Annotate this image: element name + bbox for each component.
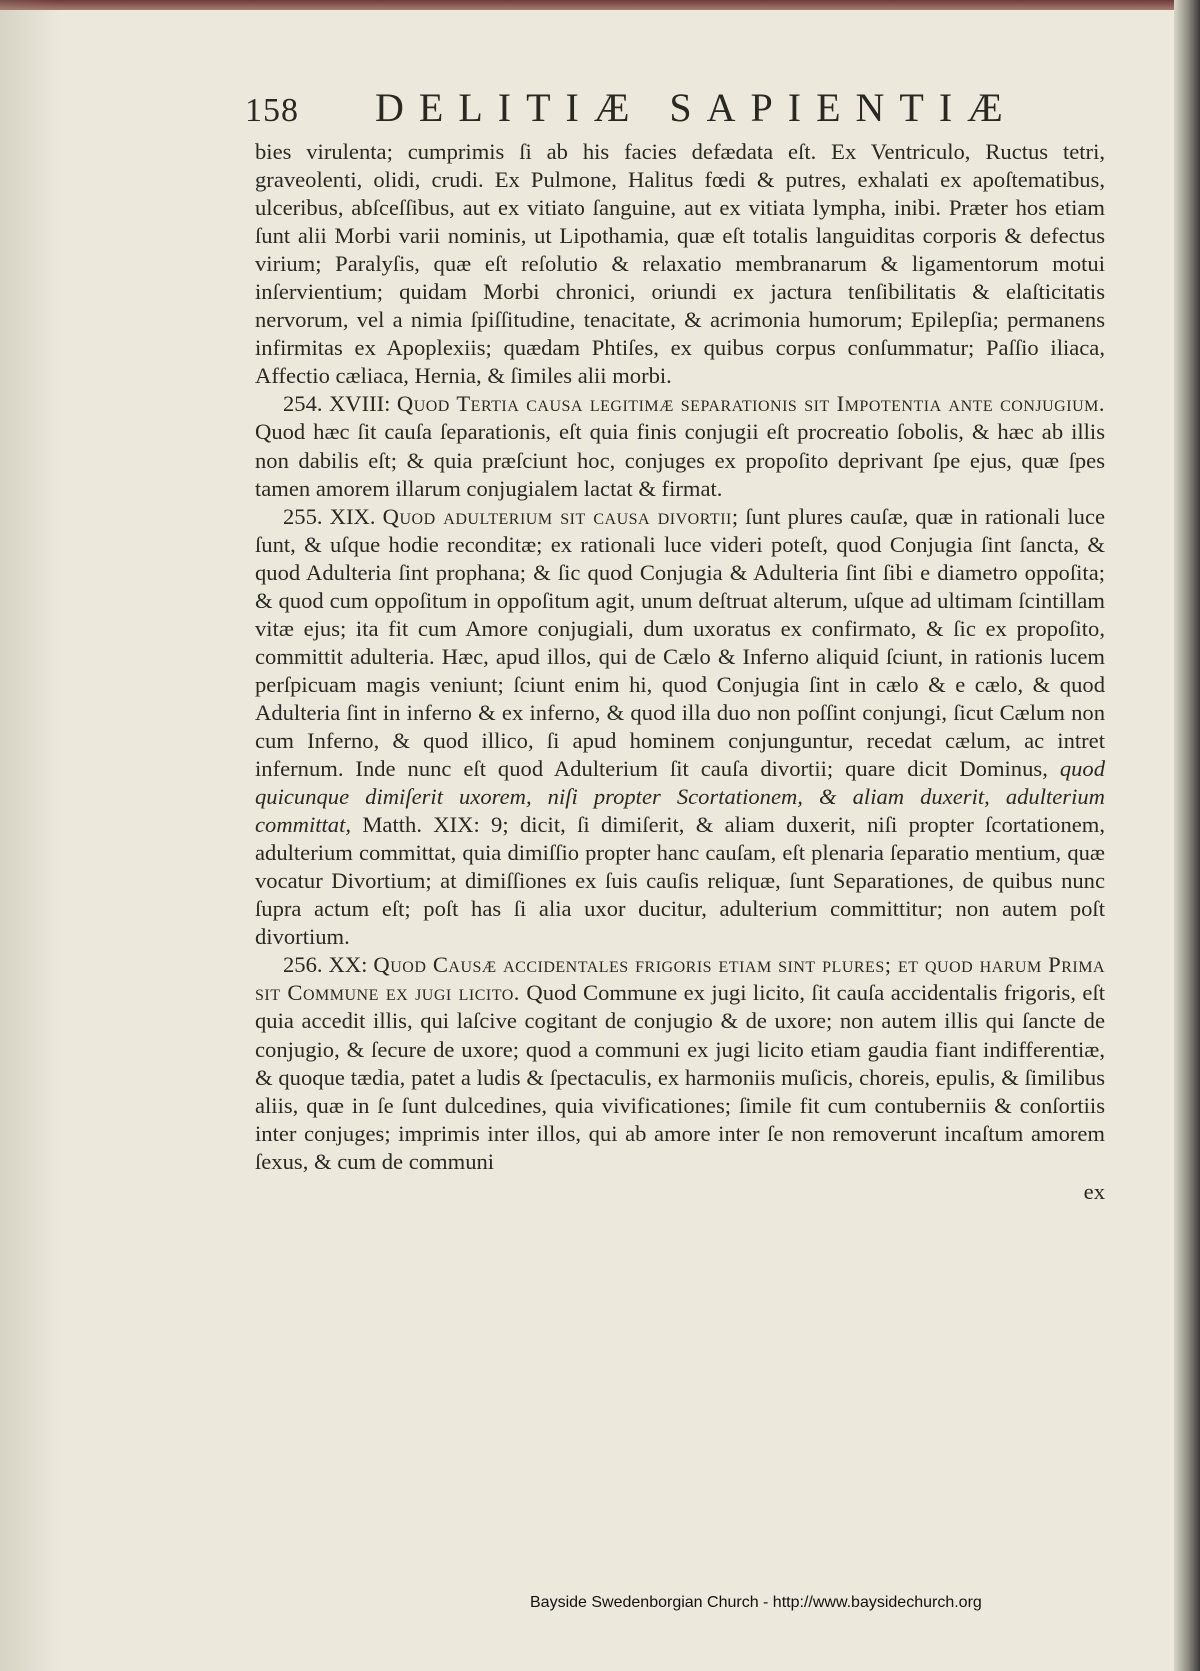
paragraph-heading: Quod Causæ accidentales frigoris etiam sint plures; et quod harum Prima sit Commune ex jugi licito.	[255, 952, 1105, 1006]
paragraph-heading: Quod adulterium sit causa divortii	[382, 503, 732, 529]
book-spine-edge	[1174, 0, 1200, 1671]
paragraph-heading: Quod Tertia causa legitimæ separationis sit Impotentia ante conjugium.	[396, 391, 1105, 417]
page-top-edge	[0, 0, 1200, 10]
catchword: ex	[1083, 1178, 1105, 1204]
paragraph-text: Matth. XIX: 9; dicit, ſi dimiſerit, & aliam duxerit, niſi propter ſcortationem, adulterium committat, quia dimiſſio propter hanc cauſam, eſt plenaria ſeparatio mentium, quæ vocatur Divortium; at dimiſſiones ex ſuis cauſis reliquæ, ſunt Separationes, de quibus nunc ſupra actum eſt; poſt has ſi alia uxor ducitur, adulterium committitur; non autem poſt divortium.	[255, 812, 1105, 950]
paragraph-text: ; ſunt plures cauſæ, quæ in rationali luce ſunt, & uſque hodie reconditæ; ex rationali luce videri poteſt, quod Conjugia ſint ſancta, & quod Adulteria ſint prophana; & ſic quod Conjugia & Adulteria ſint ſibi e diametro oppoſita; & quod cum oppoſitum in oppoſitum agit, unum deſtruat alterum, uſque ad ultimam ſcintillam vitæ ejus; ita fit cum Amore conjugiali, dum uxoratus ex confirmato, & ſic ex propoſito, committit adulteria. Hæc, apud illos, qui de Cælo & Inferno aliquid ſciunt, in rationis lucem perſpicuam magis veniunt; ſciunt enim hi, quod Conjugia ſint in cælo & e cælo, & quod Adulteria ſint in inferno & ex inferno, & quod illa duo non poſſint conjungi, ſicut Cælum non cum Inferno, & quod illico, ſi apud hominem conjunguntur, recedat cælum, ac intret infernum. Inde nunc eſt quod Adulterium ſit cauſa divortii; quare dicit Dominus,	[255, 503, 1106, 782]
paragraph-256	[255, 951, 1105, 1175]
paragraph-continued: bies virulenta; cumprimis ſi ab his facies defædata eſt. Ex Ventriculo, Ructus tetri, graveolenti, olidi, crudi. Ex Pulmone, Halitus fœdi & putres, exhalati ex apoſtematibus, ulceribus, abſceſſibus, aut ex vitiato ſanguine, aut ex vitiata lympha, inibi. Præter hos etiam ſunt alii Morbi varii nominis, ut Lipothamia, quæ eſt totalis languiditas corporis & defectus virium; Paralyſis, quæ eſt reſolutio & relaxatio membranarum & ligamentorum motui inſervientium; quidam Morbi chronici, oriundi ex jactura tenſibilitatis & elaſticitatis nervorum, vel a nimia ſpiſſitudine, tenacitate, & acrimonia humorum; Epilepſia; permanens infirmitas ex Apoplexiis; quædam Phtiſes, ex quibus corpus conſummatur; Paſſio iliaca, Affectio cæliaca, Hernia, & ſimiles alii morbi.	[255, 139, 1105, 389]
paragraph-number: 256. XX:	[283, 952, 368, 978]
paragraph-255	[255, 503, 1105, 952]
footer-credit: Bayside Swedenborgian Church - http://www.baysidechurch.org	[530, 1594, 982, 1611]
paragraph-number: 254. XVIII:	[283, 391, 391, 417]
paragraph-254	[255, 390, 1105, 502]
body-text	[255, 138, 1105, 1206]
running-title: DELITIÆ SAPIENTIÆ	[375, 85, 1018, 130]
paragraph-text: Quod Commune ex jugi licito, ſit cauſa accidentalis frigoris, eſt quia accedit illis, qui laſcive cogitant de conjugio & de uxore; non autem illis qui ſancte de conjugio, & ſecure de uxore; quod a communi ex jugi licito etiam gaudia fiant indifferentiæ, & quoque tædia, patet a ludis & ſpectaculis, ex harmoniis muſicis, choreis, epulis, & ſimilibus aliis, quæ in ſe ſunt dulcedines, quia vivificationes; ſimile fit cum contuberniis & conſortiis inter conjuges; imprimis inter illos, qui ab amore inter ſe non removerunt incaſtum amorem ſexus, & cum de communi	[255, 980, 1105, 1174]
running-head	[245, 78, 1105, 138]
page-number: 158	[245, 92, 299, 129]
scripture-quote: quod quicunque dimiſerit uxorem, niſi propter Scortationem, & aliam duxerit, adulterium committat,	[255, 756, 1105, 838]
book-page	[245, 78, 1106, 1206]
paragraph-text: Quod hæc ſit cauſa ſeparationis, eſt quia finis conjugii eſt procreatio ſobolis, & hæc ab illis non dabilis eſt; & quia præſciunt hoc, conjuges ex propoſito deprivant ſpe ejus, quæ ſpes tamen amorem illarum conjugialem lactat & firmat.	[255, 419, 1105, 501]
paragraph-number: 255. XIX.	[283, 503, 376, 529]
page-left-shade	[0, 0, 60, 1671]
